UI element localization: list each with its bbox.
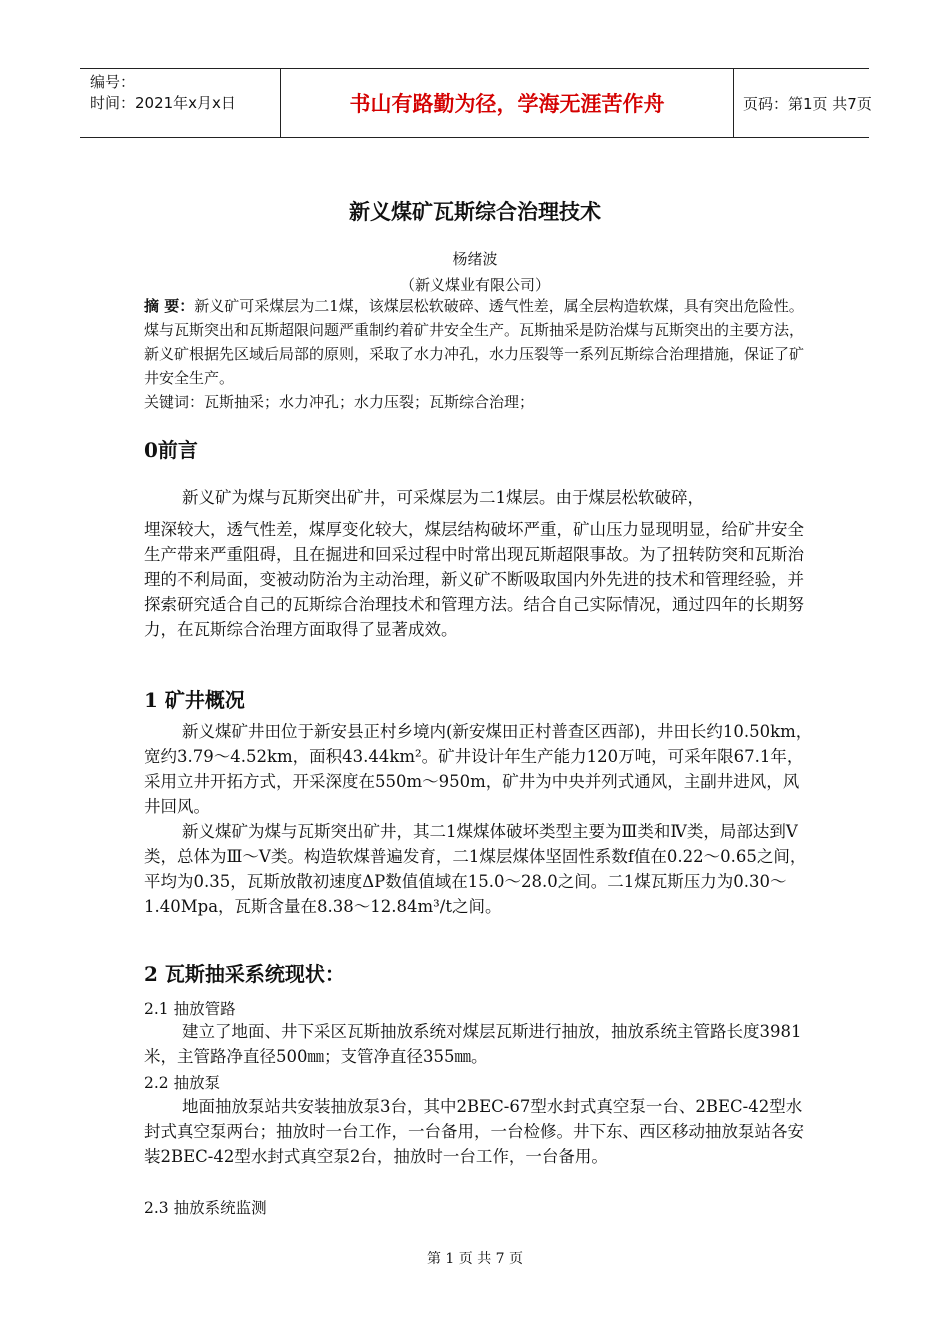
keywords: 关键词：瓦斯抽采；水力冲孔；水力压裂；瓦斯综合治理； <box>144 393 535 411</box>
time-label: 时间：2021年x月x日 <box>90 94 236 112</box>
page-footer: 第 1 页 共 7 页 <box>426 1251 524 1267</box>
section-0-body <box>144 517 814 642</box>
section-2-1-body <box>144 1019 814 1069</box>
number-label: 编号： <box>90 73 136 91</box>
header-meta-cell <box>80 69 280 137</box>
doc-title: 新义煤矿瓦斯综合治理技术 <box>349 199 601 224</box>
section-0-para-2: 埋深较大，透气性差，煤厚变化较大，煤层结构破坏严重，矿山压力显现明显，给矿井安全生产带来严重阻碍，且在掘进和回采过程中时常出现瓦斯超限事故。为了扭转防突和瓦斯治理的不利局面，变被动防治为主动治理，新义矿不断吸取国内外先进的技术和管理经验，并探索研究适合自己的瓦斯综合治理技术和管理方法。结合自己实际情况，通过四年的长期努力，在瓦斯综合治理方面取得了显著成效。 <box>144 520 804 639</box>
abstract <box>144 294 814 414</box>
affiliation: （新义煤业有限公司） <box>399 276 550 294</box>
abstract-label: 摘 要： <box>144 297 195 315</box>
section-2-2-title: 2.2 抽放泵 <box>144 1074 221 1092</box>
section-2-2-para: 地面抽放泵站共安装抽放泵3台，其中2BEC-67型水封式真空泵一台、2BEC-42型水封式真空泵两台；抽放时一台工作，一台备用，一台检修。井下东、西区移动抽放泵站各安装2BEC-42型水封式真空泵2台，抽放时一台工作，一台备用。 <box>144 1097 804 1166</box>
section-2-title: 2 瓦斯抽采系统现状： <box>144 962 345 986</box>
section-1-para-2: 新义煤矿为煤与瓦斯突出矿井，其二1煤煤体破坏类型主要为Ⅲ类和Ⅳ类，局部达到Ⅴ类，总体为Ⅲ～Ⅴ类。构造软煤普遍发育，二1煤层煤体坚固性系数f值在0.22～0.65之间，平均为0.35，瓦斯放散初速度ΔP数值值域在15.0～28.0之间。二1煤瓦斯压力为0.30～1.40Mpa，瓦斯含量在8.38～12.84m³/t之间。 <box>144 822 807 916</box>
section-0-title: 0前言 <box>144 438 198 462</box>
section-2-1-title: 2.1 抽放管路 <box>144 1000 236 1018</box>
header-motto: 书山有路勤为径，学海无涯苦作舟 <box>280 69 734 137</box>
section-2-1-para: 建立了地面、井下采区瓦斯抽放系统对煤层瓦斯进行抽放，抽放系统主管路长度3981米，主管路净直径500㎜；支管净直径355㎜。 <box>144 1022 802 1066</box>
author: 杨绪波 <box>452 250 498 268</box>
section-1-title: 1 矿井概况 <box>144 688 245 712</box>
section-1-body <box>144 719 814 919</box>
section-0-para-1: 新义矿为煤与瓦斯突出矿井，可采煤层为二1煤层。由于煤层松软破碎， <box>182 488 704 507</box>
header-table <box>80 68 872 138</box>
abstract-text: 新义矿可采煤层为二1煤，该煤层松软破碎、透气性差，属全层构造软煤，具有突出危险性。煤与瓦斯突出和瓦斯超限问题严重制约着矿井安全生产。瓦斯抽采是防治煤与瓦斯突出的主要方法，新义矿根据先区域后局部的原则，采取了水力冲孔，水力压裂等一系列瓦斯综合治理措施，保证了矿井安全生产。 <box>144 297 805 387</box>
section-0-first-line <box>144 485 814 510</box>
section-2-3-title: 2.3 抽放系统监测 <box>144 1199 267 1217</box>
section-1-para-1: 新义煤矿井田位于新安县正村乡境内(新安煤田正村普查区西部)，井田长约10.50km，宽约3.79～4.52km，面积43.44km²。矿井设计年生产能力120万吨，可采年限67.1年，采用立井开拓方式，开采深度在550m～950m，矿井为中央并列式通风，主副井进风，风井回风。 <box>144 722 813 816</box>
header-page-info: 页码：第1页 共7页 <box>743 94 872 113</box>
section-2-2-body <box>144 1094 814 1169</box>
